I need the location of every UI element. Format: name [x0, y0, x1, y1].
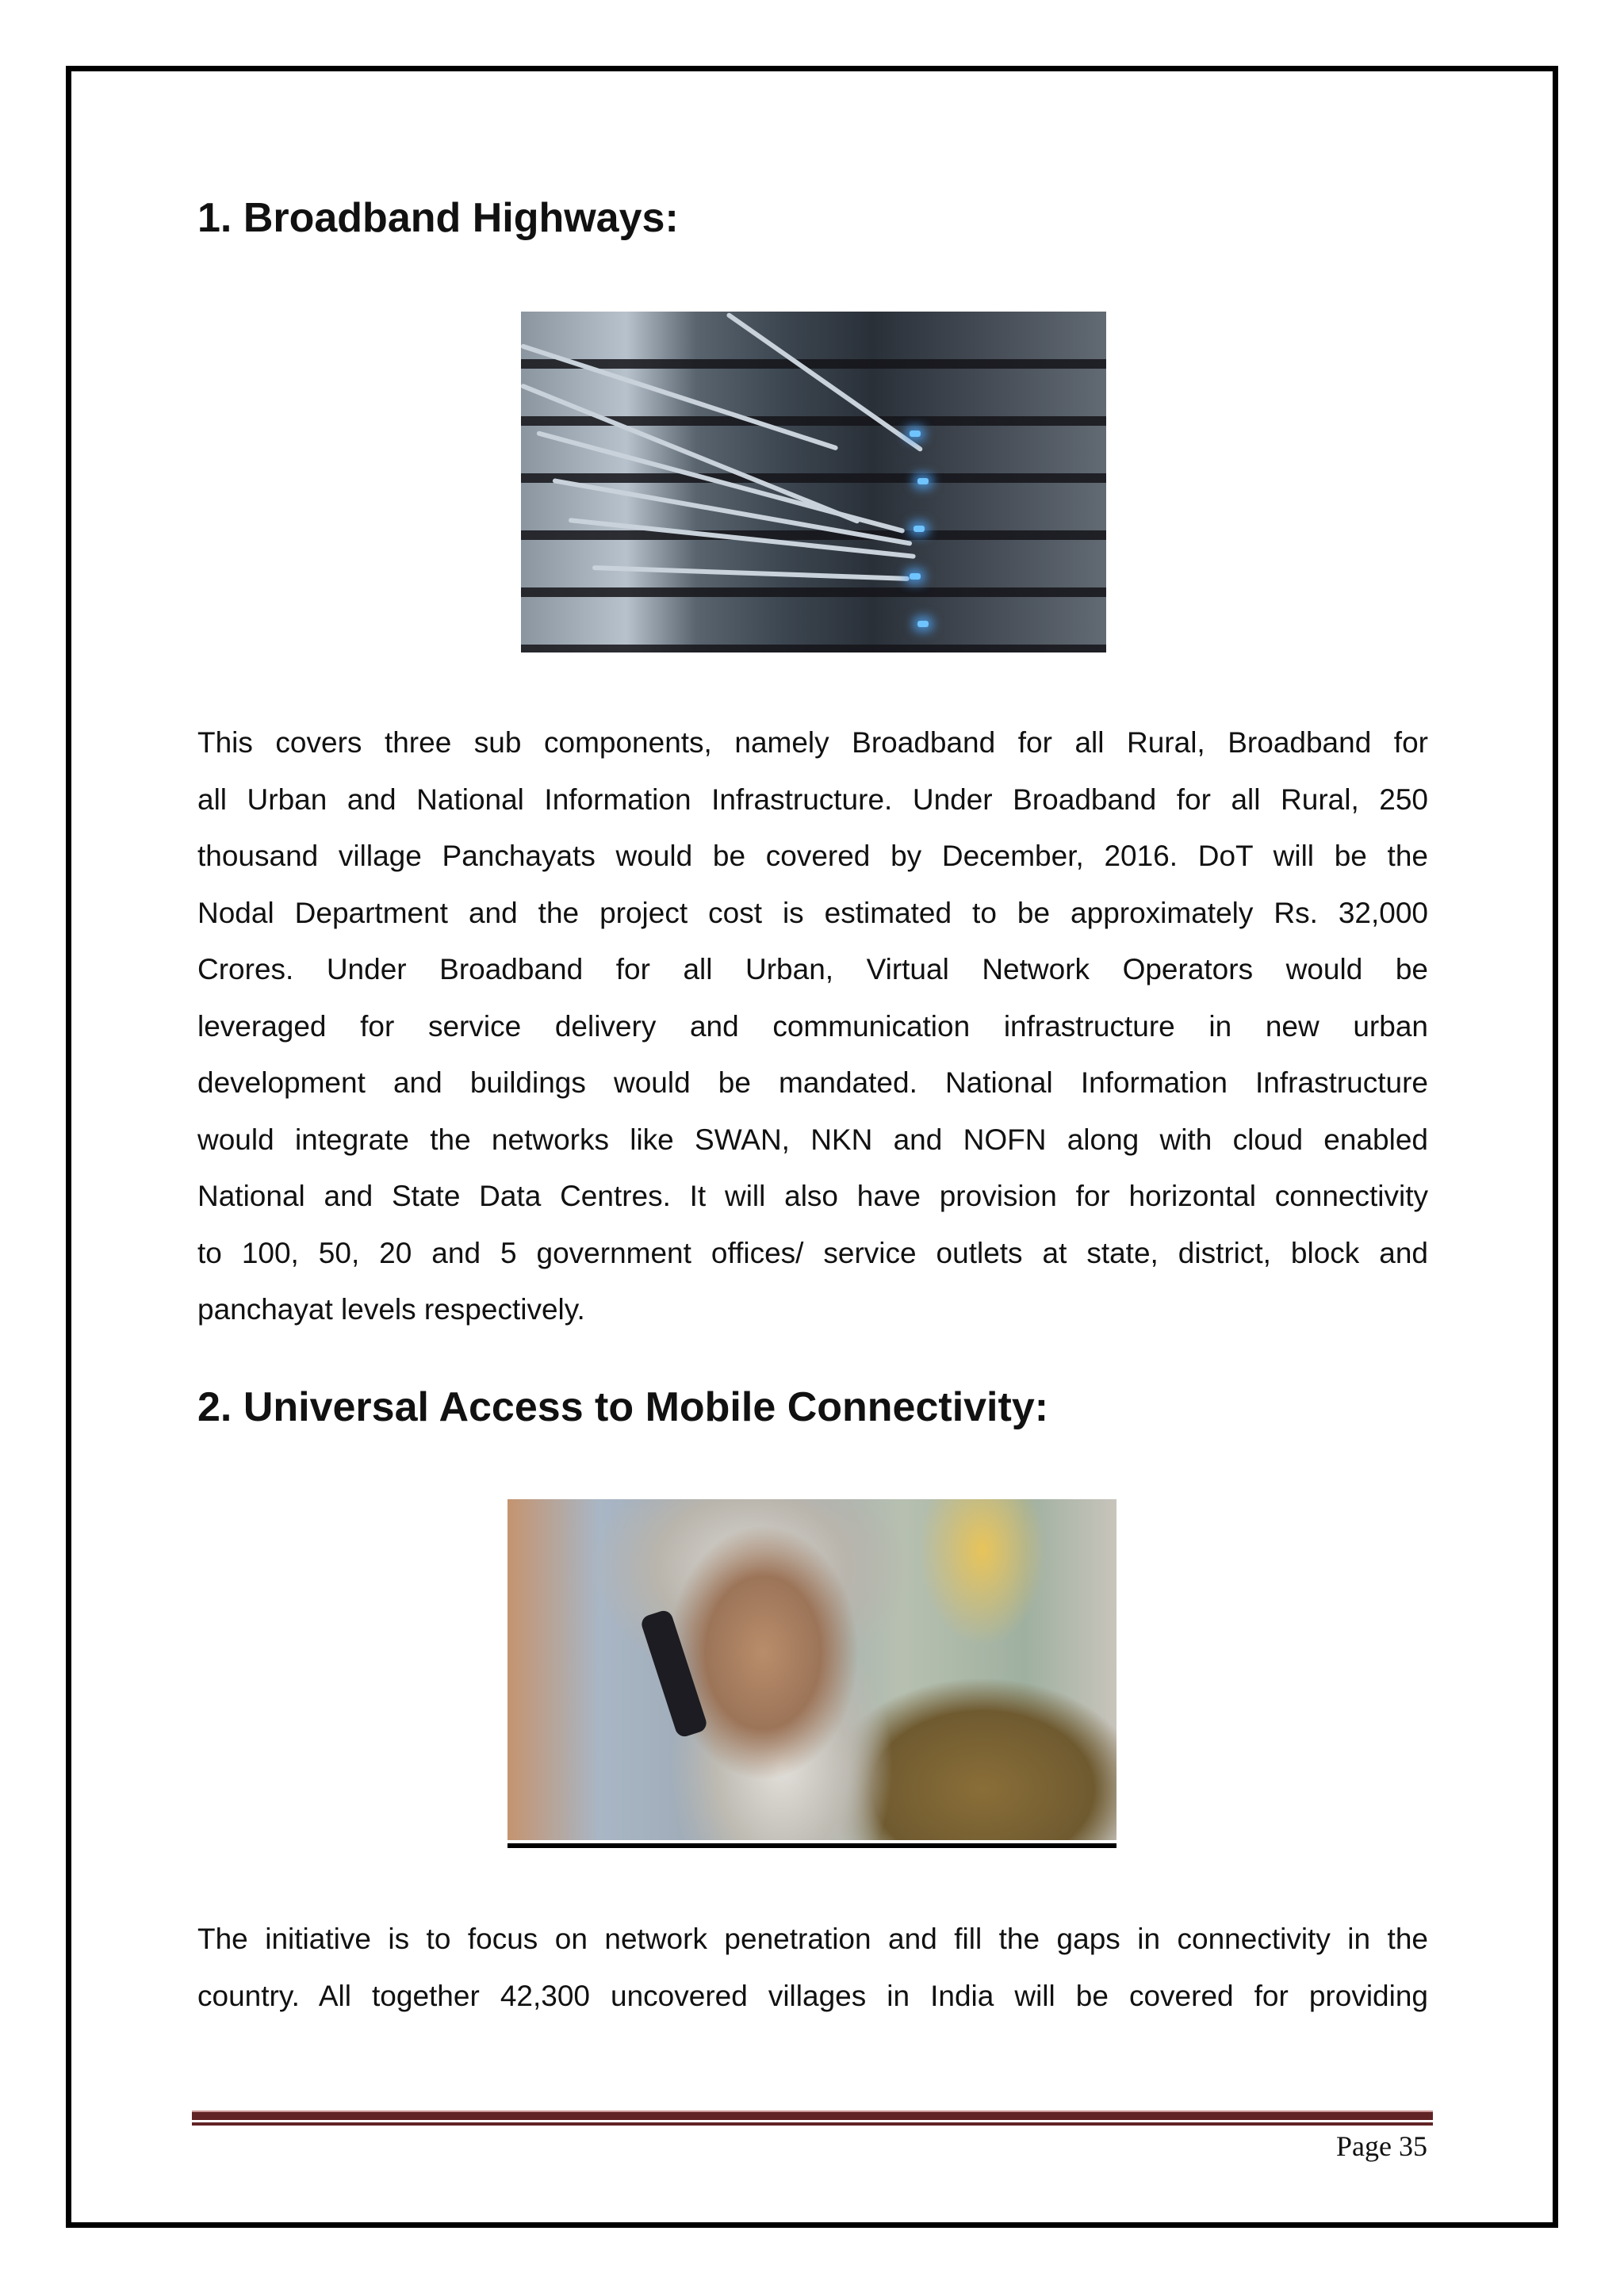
- text-line: development and buildings would be mandated. National Information Infrastructure: [197, 1066, 1428, 1099]
- section-heading-mobile-connectivity: 2. Universal Access to Mobile Connectivity:: [197, 1384, 1049, 1430]
- text-line: Nodal Department and the project cost is estimated to be approximately Rs. 32,000: [197, 896, 1428, 929]
- text-line: country. All together 42,300 uncovered villages in India will be covered for providing: [197, 1979, 1428, 2012]
- man-on-phone-image: [508, 1499, 1116, 1840]
- page-number: Page 35: [1336, 2130, 1427, 2162]
- text-line: thousand village Panchayats would be covered by December, 2016. DoT will be the: [197, 840, 1428, 872]
- text-line: National and State Data Centres. It will also have provision for horizontal connectivity: [197, 1180, 1428, 1212]
- footer-rule-thin: [192, 2122, 1433, 2126]
- text-line: all Urban and National Information Infrastructure. Under Broadband for all Rural, 250: [197, 783, 1428, 816]
- server-cables-image: [521, 312, 1106, 652]
- mobile-paragraph: [197, 1911, 1428, 2024]
- text-line: This covers three sub components, namely Broadband for all Rural, Broadband for: [197, 726, 1428, 759]
- text-line: panchayat levels respectively.: [197, 1293, 585, 1326]
- text-line: leveraged for service delivery and communication infrastructure in new urban: [197, 1009, 1428, 1043]
- broadband-paragraph: [197, 714, 1428, 1338]
- text-line: to 100, 50, 20 and 5 government offices/ service outlets at state, district, block and: [197, 1236, 1428, 1269]
- section-heading-broadband-highways: 1. Broadband Highways:: [197, 195, 679, 241]
- image-underline: [508, 1843, 1116, 1848]
- text-line: The initiative is to focus on network penetration and fill the gaps in connectivity in the: [197, 1923, 1428, 1955]
- text-line: would integrate the networks like SWAN, NKN and NOFN along with cloud enabled: [197, 1123, 1428, 1156]
- text-line: Crores. Under Broadband for all Urban, Virtual Network Operators would be: [197, 953, 1428, 985]
- footer-rule-thick: [192, 2110, 1433, 2120]
